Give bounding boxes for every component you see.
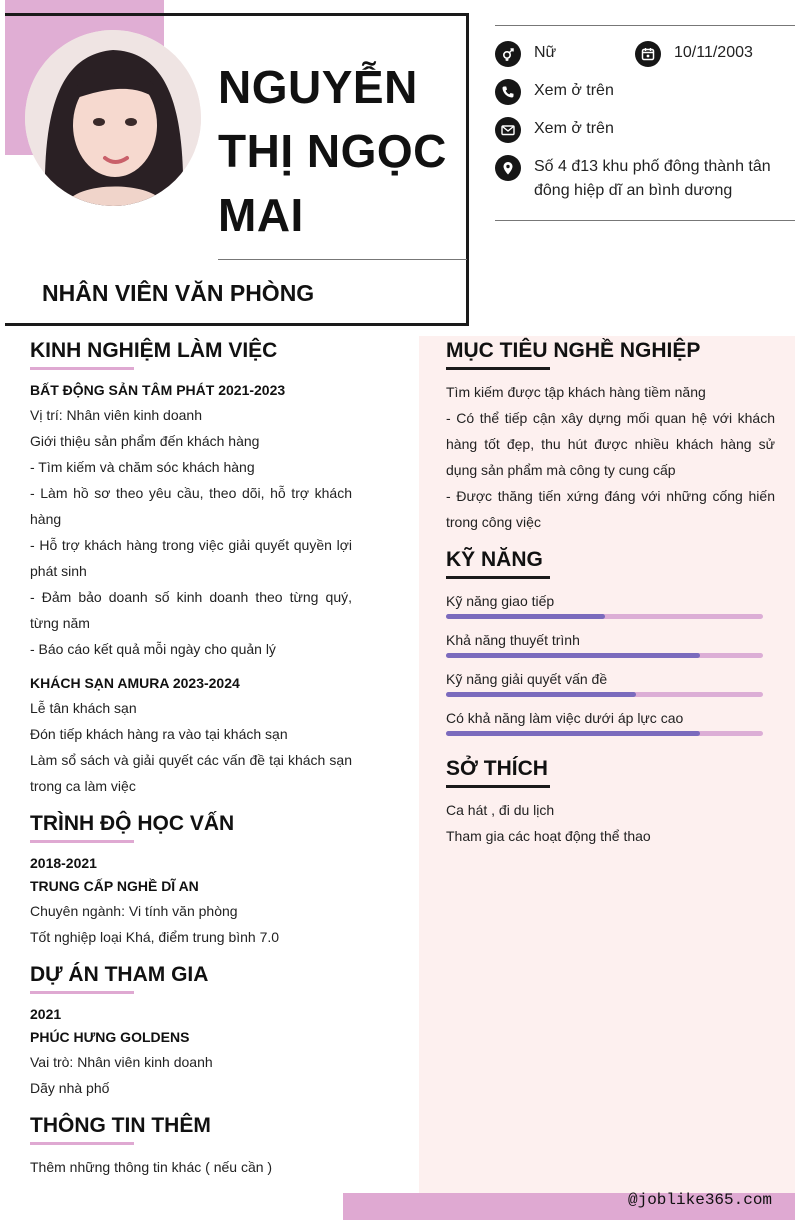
contact-gender (495, 41, 556, 67)
birthday-value: 10/11/2003 (674, 44, 753, 61)
project-detail: Dãy nhà phố (30, 1080, 110, 1096)
education-years: 2018-2021 (30, 855, 97, 871)
email-value: Xem ở trên (534, 120, 614, 137)
hobby-item: Tham gia các hoạt động thể thao (446, 828, 651, 844)
extra-underline (30, 1142, 134, 1145)
job-1-line: - Làm hồ sơ theo yêu cầu, theo dõi, hỗ trợ khách hàng (30, 485, 352, 527)
contact-birthday (635, 41, 753, 67)
project-role: Vai trò: Nhân viên kinh doanh (30, 1054, 213, 1070)
name-divider (218, 259, 467, 260)
job-1-line: Giới thiệu sản phẩm đến khách hàng (30, 433, 260, 449)
hobby-item: Ca hát , đi du lịch (446, 802, 555, 818)
skill-bar (446, 692, 763, 697)
avatar (25, 30, 201, 206)
job-1-line: - Đảm bảo doanh số kinh doanh theo từng quý, từng năm (30, 589, 352, 631)
job-1-line: Vị trí: Nhân viên kinh doanh (30, 407, 202, 423)
skills-underline (446, 576, 550, 579)
hobbies-heading: SỞ THÍCH (446, 757, 548, 780)
experience-underline (30, 367, 134, 370)
skill-bar-fill (446, 731, 700, 736)
contact-bottom-divider (495, 220, 795, 221)
skill-bar (446, 614, 763, 619)
contact-top-divider (495, 25, 795, 26)
job-1-line: - Tìm kiếm và chăm sóc khách hàng (30, 459, 255, 475)
job-1-header: BẤT ĐỘNG SẢN TÂM PHÁT 2021-2023 (30, 382, 286, 398)
objective-line: - Được thăng tiến xứng đáng với những cống hiến trong công việc (446, 488, 775, 530)
skill-label: Kỹ năng giải quyết vấn đề (446, 671, 608, 687)
candidate-name: NGUYỄN THỊ NGỌC MAI (218, 61, 447, 241)
skill-bar-fill (446, 614, 605, 619)
skill-label: Có khả năng làm việc dưới áp lực cao (446, 710, 684, 726)
job-2-line: Đón tiếp khách hàng ra vào tại khách sạn (30, 726, 288, 742)
job-2-header: KHÁCH SẠN AMURA 2023-2024 (30, 675, 240, 691)
job-1-line: - Báo cáo kết quả mỗi ngày cho quản lý (30, 641, 276, 657)
contact-address (495, 155, 785, 203)
hobbies-underline (446, 785, 550, 788)
objective-line: Tìm kiếm được tập khách hàng tiềm năng (446, 384, 706, 400)
calendar-icon (635, 41, 661, 67)
experience-heading: KINH NGHIỆM LÀM VIỆC (30, 339, 278, 362)
extra-heading: THÔNG TIN THÊM (30, 1114, 211, 1137)
gender-icon (495, 41, 521, 67)
email-icon (495, 117, 521, 143)
skill-label: Kỹ năng giao tiếp (446, 593, 555, 609)
education-major: Chuyên ngành: Vi tính văn phòng (30, 903, 238, 919)
education-underline (30, 840, 134, 843)
skill-label: Khả năng thuyết trình (446, 632, 580, 648)
footer-watermark: @joblike365.com (628, 1191, 773, 1209)
skill-bar (446, 653, 763, 658)
phone-icon (495, 79, 521, 105)
education-heading: TRÌNH ĐỘ HỌC VẤN (30, 812, 235, 835)
project-name: PHÚC HƯNG GOLDENS (30, 1029, 190, 1045)
job-title: NHÂN VIÊN VĂN PHÒNG (42, 280, 315, 306)
objective-line: - Có thể tiếp cận xây dựng mối quan hệ với khách hàng tốt đẹp, thu hút được nhiều khách hàng sử dụng sản phẩm mà công ty cung cấp (446, 410, 775, 478)
job-2-line: Lễ tân khách sạn (30, 700, 137, 716)
skill-bar-fill (446, 653, 700, 658)
avatar-photo (25, 30, 201, 206)
objective-underline (446, 367, 550, 370)
contact-phone (495, 79, 614, 105)
projects-heading: DỰ ÁN THAM GIA (30, 963, 209, 986)
skills-heading: KỸ NĂNG (446, 548, 543, 571)
objective-heading: MỤC TIÊU NGHỀ NGHIỆP (446, 339, 701, 362)
job-2-line: Làm sổ sách và giải quyết các vấn đề tại khách sạn trong ca làm việc (30, 752, 352, 794)
project-year: 2021 (30, 1006, 62, 1022)
phone-value: Xem ở trên (534, 82, 614, 99)
extra-text: Thêm những thông tin khác ( nếu cần ) (30, 1159, 273, 1175)
contact-email (495, 117, 614, 143)
address-value: Số 4 đ13 khu phố đông thành tân đông hiệp dĩ an bình dương (534, 158, 771, 199)
education-grade: Tốt nghiệp loại Khá, điểm trung bình 7.0 (30, 929, 280, 945)
skill-bar (446, 731, 763, 736)
education-school: TRUNG CẤP NGHỀ DĨ AN (30, 878, 199, 894)
projects-underline (30, 991, 134, 994)
location-pin-icon (495, 155, 521, 181)
gender-value: Nữ (534, 44, 557, 61)
skill-bar-fill (446, 692, 636, 697)
job-1-line: - Hỗ trợ khách hàng trong việc giải quyết quyền lợi phát sinh (30, 537, 352, 579)
